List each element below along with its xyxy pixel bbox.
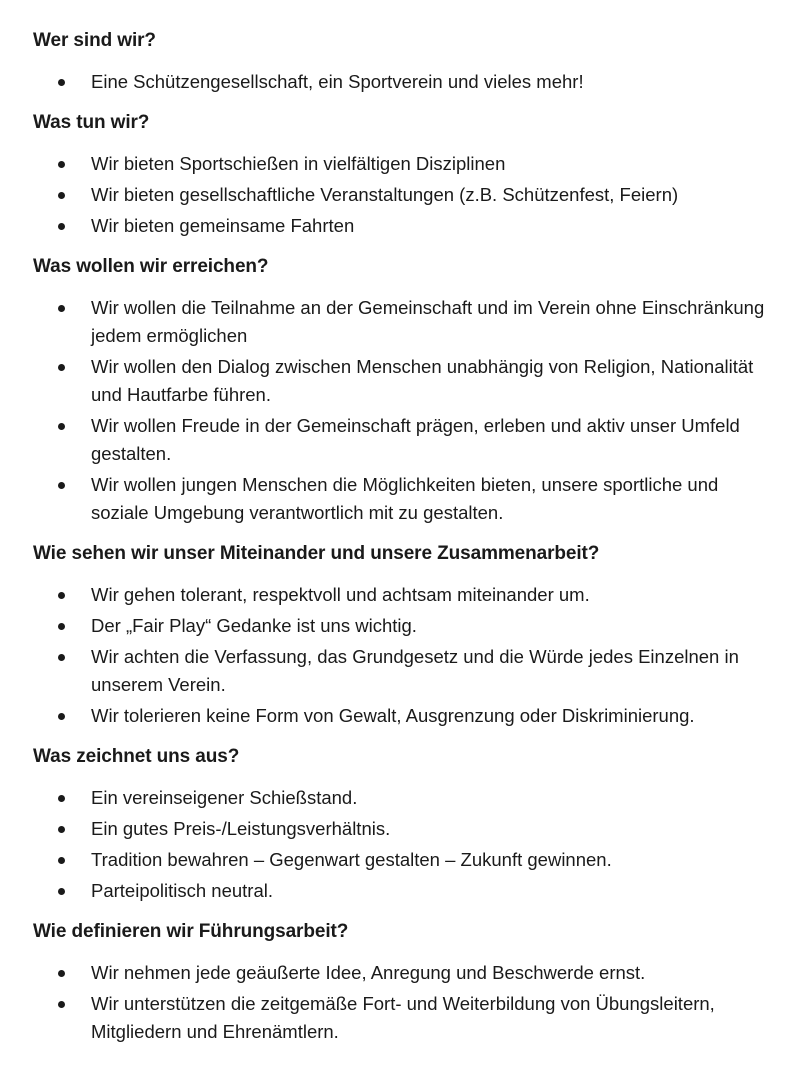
list-item-text: Wir wollen jungen Menschen die Möglichkeiten bieten, unsere sportliche und soziale Umgebung verantwortlich mit zu gestalten. — [91, 474, 719, 523]
list-item — [33, 877, 772, 905]
bullet-icon — [58, 826, 65, 833]
section-miteinander-zusammenarbeit — [33, 541, 772, 730]
bullet-icon — [58, 795, 65, 802]
list-item — [33, 181, 772, 209]
bullet-list — [33, 581, 772, 730]
list-item — [33, 412, 772, 468]
bullet-list — [33, 68, 772, 96]
list-item-text: Ein vereinseigener Schießstand. — [91, 787, 358, 808]
list-item — [33, 471, 772, 527]
bullet-list — [33, 294, 772, 527]
section-was-zeichnet-uns-aus — [33, 744, 772, 905]
section-heading: Was zeichnet uns aus? — [33, 746, 240, 767]
bullet-list — [33, 784, 772, 905]
list-item — [33, 702, 772, 730]
list-item — [33, 815, 772, 843]
section-heading: Was tun wir? — [33, 112, 150, 133]
list-item-text: Wir unterstützen die zeitgemäße Fort- und Weiterbildung von Übungsleitern, Mitgliedern und Ehrenämtlern. — [91, 993, 715, 1042]
list-item — [33, 643, 772, 699]
bullet-list — [33, 959, 772, 1046]
section-heading: Wer sind wir? — [33, 30, 156, 51]
list-item-text: Parteipolitisch neutral. — [91, 880, 274, 901]
bullet-icon — [58, 79, 65, 86]
bullet-icon — [58, 161, 65, 168]
bullet-icon — [58, 364, 65, 371]
bullet-icon — [58, 192, 65, 199]
list-item-text: Wir wollen Freude in der Gemeinschaft prägen, erleben und aktiv unser Umfeld gestalten. — [91, 415, 740, 464]
list-item — [33, 150, 772, 178]
bullet-icon — [58, 423, 65, 430]
list-item — [33, 784, 772, 812]
list-item-text: Eine Schützengesellschaft, ein Sportverein und vieles mehr! — [91, 71, 584, 92]
list-item-text: Wir tolerieren keine Form von Gewalt, Ausgrenzung oder Diskriminierung. — [91, 705, 695, 726]
list-item-text: Der „Fair Play“ Gedanke ist uns wichtig. — [91, 615, 417, 636]
list-item — [33, 959, 772, 987]
section-heading: Was wollen wir erreichen? — [33, 256, 269, 277]
bullet-list — [33, 150, 772, 240]
bullet-icon — [58, 482, 65, 489]
bullet-icon — [58, 857, 65, 864]
list-item — [33, 353, 772, 409]
list-item-text: Wir bieten Sportschießen in vielfältigen Disziplinen — [91, 153, 506, 174]
bullet-icon — [58, 970, 65, 977]
list-item — [33, 68, 772, 96]
section-heading: Wie sehen wir unser Miteinander und unsere Zusammenarbeit? — [33, 543, 600, 564]
list-item-text: Wir wollen die Teilnahme an der Gemeinschaft und im Verein ohne Einschränkung jedem ermöglichen — [91, 297, 765, 346]
section-wer-sind-wir — [33, 28, 772, 96]
list-item — [33, 990, 772, 1046]
list-item-text: Wir bieten gemeinsame Fahrten — [91, 215, 355, 236]
bullet-icon — [58, 713, 65, 720]
list-item — [33, 294, 772, 350]
list-item-text: Wir achten die Verfassung, das Grundgesetz und die Würde jedes Einzelnen in unserem Verein. — [91, 646, 739, 695]
bullet-icon — [58, 223, 65, 230]
list-item-text: Wir wollen den Dialog zwischen Menschen unabhängig von Religion, Nationalität und Hautfarbe führen. — [91, 356, 754, 405]
section-fuehrungsarbeit — [33, 919, 772, 1046]
list-item — [33, 846, 772, 874]
list-item-text: Wir gehen tolerant, respektvoll und achtsam miteinander um. — [91, 584, 590, 605]
list-item-text: Tradition bewahren – Gegenwart gestalten – Zukunft gewinnen. — [91, 849, 612, 870]
list-item-text: Wir nehmen jede geäußerte Idee, Anregung und Beschwerde ernst. — [91, 962, 646, 983]
list-item — [33, 612, 772, 640]
list-item-text: Ein gutes Preis-/Leistungsverhältnis. — [91, 818, 391, 839]
list-item — [33, 212, 772, 240]
bullet-icon — [58, 592, 65, 599]
bullet-icon — [58, 654, 65, 661]
section-was-wollen-wir-erreichen — [33, 254, 772, 527]
bullet-icon — [58, 623, 65, 630]
bullet-icon — [58, 888, 65, 895]
list-item — [33, 581, 772, 609]
bullet-icon — [58, 1001, 65, 1008]
bullet-icon — [58, 305, 65, 312]
section-heading: Wie definieren wir Führungsarbeit? — [33, 921, 349, 942]
section-was-tun-wir — [33, 110, 772, 240]
list-item-text: Wir bieten gesellschaftliche Veranstaltungen (z.B. Schützenfest, Feiern) — [91, 184, 679, 205]
